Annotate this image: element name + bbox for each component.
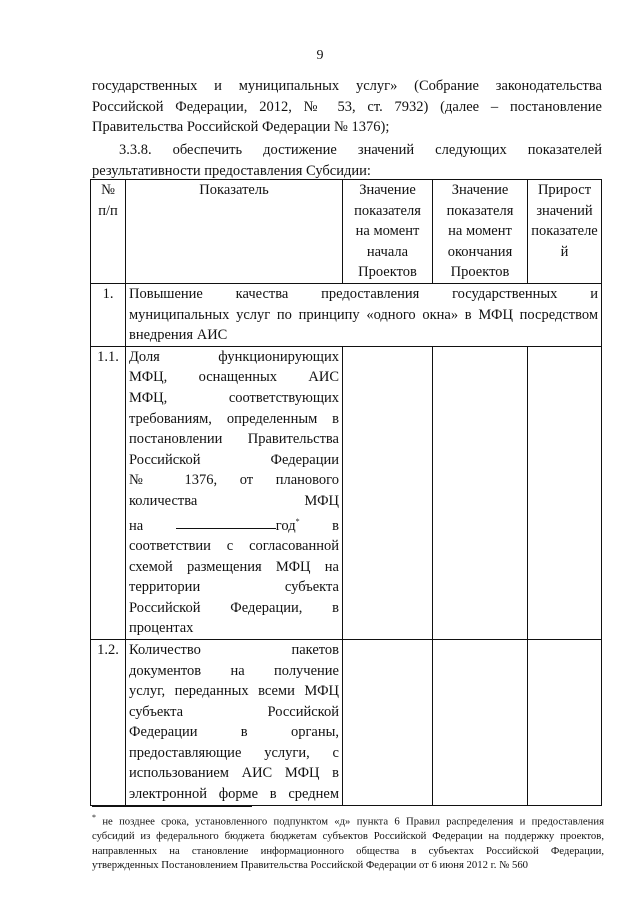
text-line: Российской Федерации, в [129,599,339,616]
header-end-line: Проектов [450,264,510,281]
footnote-text: не позднее срока, установленного подпунктом «д» пункта 6 Правил распределения и предоставления [102,815,604,828]
footnote-mark: * [92,813,96,822]
header-number [91,180,126,284]
header-number-line: п/п [98,202,118,219]
footnote-mark: * [295,516,300,526]
text-line: процентах [129,620,194,637]
text-line: требованиям, определенным в [129,410,339,427]
clause-line-1: 3.3.8. обеспечить достижение значений следующих показателей [119,142,602,158]
table-row [91,284,602,347]
header-start-line: Проектов [358,264,417,281]
text-line: Федерации в органы, [129,724,339,741]
text-line: МФЦ, соответствующих [129,389,339,406]
text-line: количества МФЦ [129,492,339,509]
text-line: схемой размещения МФЦ на [129,558,339,575]
text-line: электронной форме в среднем [129,786,339,803]
text-line: территории субъекта [129,579,339,596]
header-end-line: на момент [448,223,512,240]
header-start-value [343,180,433,284]
row-indicator-text [126,284,602,347]
table-row [91,639,602,805]
row-indicator-text [126,639,343,805]
row-number: 1. [91,284,126,347]
table-header-row [91,180,602,284]
growth-cell [528,639,602,805]
header-end-line: окончания [447,243,513,260]
text-line: предоставляющие услуги, с [129,744,339,761]
text-line: субъекта Российской [129,703,339,720]
intro-paragraph [92,76,602,138]
clause-line-2: результативности предоставления Субсидии: [92,162,371,179]
text-line: Доля функционирующих [129,348,339,365]
year-blank [176,516,276,529]
header-start-line: показателя [354,202,421,219]
row-number: 1.2. [91,639,126,805]
footnote [92,811,604,873]
text-line: постановлении Правительства [129,431,339,448]
text-line: Российской Федерации [129,451,339,468]
header-end-value [433,180,528,284]
text-line: муниципальных услуг по принципу «одного окна» в МФЦ посредством [129,306,598,323]
row-indicator-text [126,346,343,639]
footnote-separator [92,806,252,807]
indicators-table [90,179,602,806]
table-row [91,346,602,639]
header-start-line: на момент [355,223,420,240]
start-value-cell [343,639,433,805]
text-line: услуг, переданных всеми МФЦ [129,683,339,700]
text-line: документов на получение [129,662,339,679]
v-word: в [332,517,340,534]
footnote-line-1 [92,811,604,829]
year-fill-line [129,512,339,536]
footnote-line-3: направленных на становление информационного общества в субъектах Российской Федерации, [92,844,604,857]
text-line: МФЦ, оснащенных АИС [129,369,339,386]
text-line: использованием АИС МФЦ в [129,765,339,782]
intro-line-2: Российской Федерации, 2012, № 53, ст. 7932) (далее – постановление [92,98,602,115]
header-growth-line: показателе [531,223,598,240]
text-line: соответствии с согласованной [129,537,339,554]
header-growth-line: значений [536,202,593,219]
intro-line-3: Правительства Российской Федерации № 1376); [92,119,390,135]
header-number-line: № [101,182,115,198]
header-start-line: Значение [359,182,416,198]
end-value-cell [433,639,528,805]
footnote-line-2: субсидий из федерального бюджета бюджетам субъектов Российской Федерации на поддержку проектов, [92,830,604,843]
clause-paragraph [92,140,602,181]
text-line: № 1376, от планового [129,472,339,489]
na-word: на [129,517,144,534]
growth-cell [528,346,602,639]
header-end-line: показателя [446,202,514,219]
page-number: 9 [316,48,324,63]
footnote-line-4: утвержденных Постановлением Правительства Российской Федерации от 6 июня 2012 г. № 560 [92,859,529,872]
intro-line-1: государственных и муниципальных услуг» (Собрание законодательства [92,78,602,94]
header-indicator-label: Показатель [199,182,269,198]
text-line: внедрения АИС [129,327,228,344]
header-growth-line: Прирост [537,182,592,198]
start-value-cell [343,346,433,639]
row-number: 1.1. [91,346,126,639]
header-indicator [126,180,343,284]
text-line: Количество пакетов [129,641,339,658]
header-start-line: начала [366,243,409,260]
header-growth [528,180,602,284]
god-word: год [275,517,296,534]
text-line: Повышение качества предоставления государственных и [129,286,598,302]
header-end-line: Значение [451,182,509,198]
header-growth-line: й [560,243,569,260]
end-value-cell [433,346,528,639]
